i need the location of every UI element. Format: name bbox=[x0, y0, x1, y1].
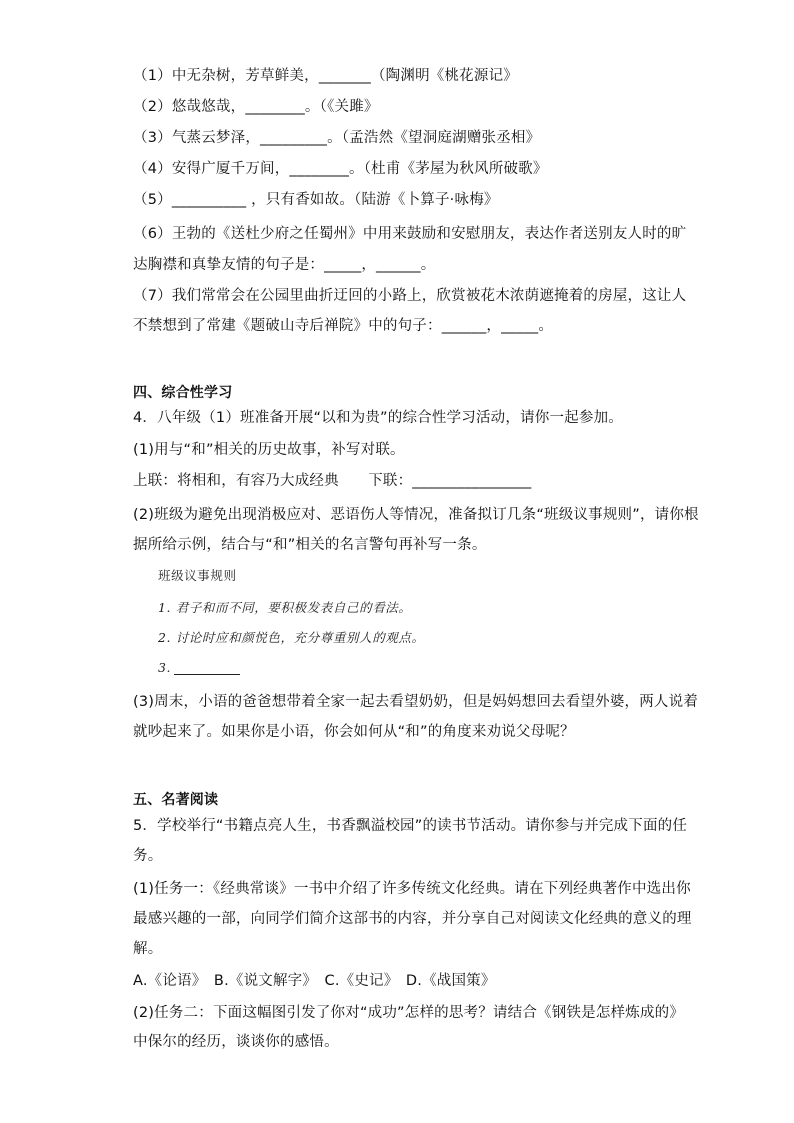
section-5-intro-line-1: 5．学校举行“书籍点亮人生，书香飘溢校园”的读书节活动。请你参与并完成下面的任 bbox=[133, 818, 688, 834]
poetry-question-7-line-1: （7）我们常常会在公园里曲折迂回的小路上，欣赏被花木浓荫遮掩着的房屋，这让人 bbox=[133, 288, 687, 304]
poetry-question-3: （3）气蒸云梦泽，_________。（孟浩然《望洞庭湖赠张丞相》 bbox=[133, 130, 541, 146]
poetry-question-2: （2）悠哉悠哉，________。（《关雎》 bbox=[133, 99, 379, 115]
task-1-line-2: 最感兴趣的一部，向同学们简介这部书的内容，并分享自己对阅读文化经典的意义的理 bbox=[133, 911, 692, 927]
task-1-line-3: 解。 bbox=[133, 941, 163, 957]
rule-1: 1. 君子和而不同，要积极发表自己的看法。 bbox=[158, 600, 412, 615]
rule-3-number: 3. bbox=[158, 660, 172, 675]
book-options: A.《论语》 B.《说文解字》 C.《史记》 D.《战国策》 bbox=[133, 973, 496, 989]
section-4-part-2-line-1: (2)班级为避免出现消极应对、恶语伤人等情况，准备拟订几条“班级议事规则”，请你根 bbox=[133, 507, 699, 523]
section-4-part-1: (1)用与“和”相关的历史故事，补写对联。 bbox=[133, 442, 405, 458]
section-4-part-2-line-2: 据所给示例，结合与“和”相关的名言警句再补写一条。 bbox=[133, 537, 487, 553]
poetry-question-5: （5）__________ ，只有香如故。（陆游《卜算子·咏梅》 bbox=[133, 192, 499, 208]
task-1-line-1: (1)任务一：《经典常谈》一书中介绍了许多传统文化经典。请在下列经典著作中选出你 bbox=[133, 881, 691, 897]
rule-3 bbox=[158, 660, 240, 675]
section-4-intro: 4．八年级（1）班准备开展“以和为贵”的综合性学习活动，请你一起参加。 bbox=[133, 410, 623, 426]
rules-title: 班级议事规则 bbox=[158, 568, 237, 583]
rule-3-blank bbox=[174, 660, 240, 675]
task-2-line-2: 中保尔的经历，谈谈你的感悟。 bbox=[133, 1034, 339, 1050]
couplet-line: 上联：将相和，有容乃大成经典 下联：________________ bbox=[133, 473, 532, 489]
poetry-question-1: （1）中无杂树，芳草鲜美，_______（陶渊明《桃花源记》 bbox=[133, 68, 518, 84]
poetry-question-7-line-2: 不禁想到了常建《题破山寺后禅院》中的句子：______，_____。 bbox=[133, 318, 554, 334]
section-4-heading: 四、综合性学习 bbox=[133, 385, 233, 401]
task-2-line-1: (2)任务二：下面这幅图引发了你对“成功”怎样的思考？请结合《钢铁是怎样炼成的》 bbox=[133, 1005, 685, 1021]
poetry-question-6-line-2: 达胸襟和真挚友情的句子是：_____，______。 bbox=[133, 257, 436, 273]
section-5-intro-line-2: 务。 bbox=[133, 848, 163, 864]
poetry-question-6-line-1: （6）王勃的《送杜少府之任蜀州》中用来鼓励和安慰朋友，表达作者送别友人时的旷 bbox=[133, 226, 687, 242]
poetry-question-4: （4）安得广厦千万间，________。（杜甫《茅屋为秋风所破歌》 bbox=[133, 161, 548, 177]
section-4-part-3-line-1: (3)周末，小语的爸爸想带着全家一起去看望奶奶，但是妈妈想回去看望外婆，两人说着 bbox=[133, 694, 699, 710]
section-4-part-3-line-2: 就吵起来了。如果你是小语，你会如何从“和”的角度来劝说父母呢？ bbox=[133, 724, 575, 740]
section-5-heading: 五、名著阅读 bbox=[133, 792, 219, 808]
rule-2: 2. 讨论时应和颜悦色，充分尊重别人的观点。 bbox=[158, 630, 425, 645]
